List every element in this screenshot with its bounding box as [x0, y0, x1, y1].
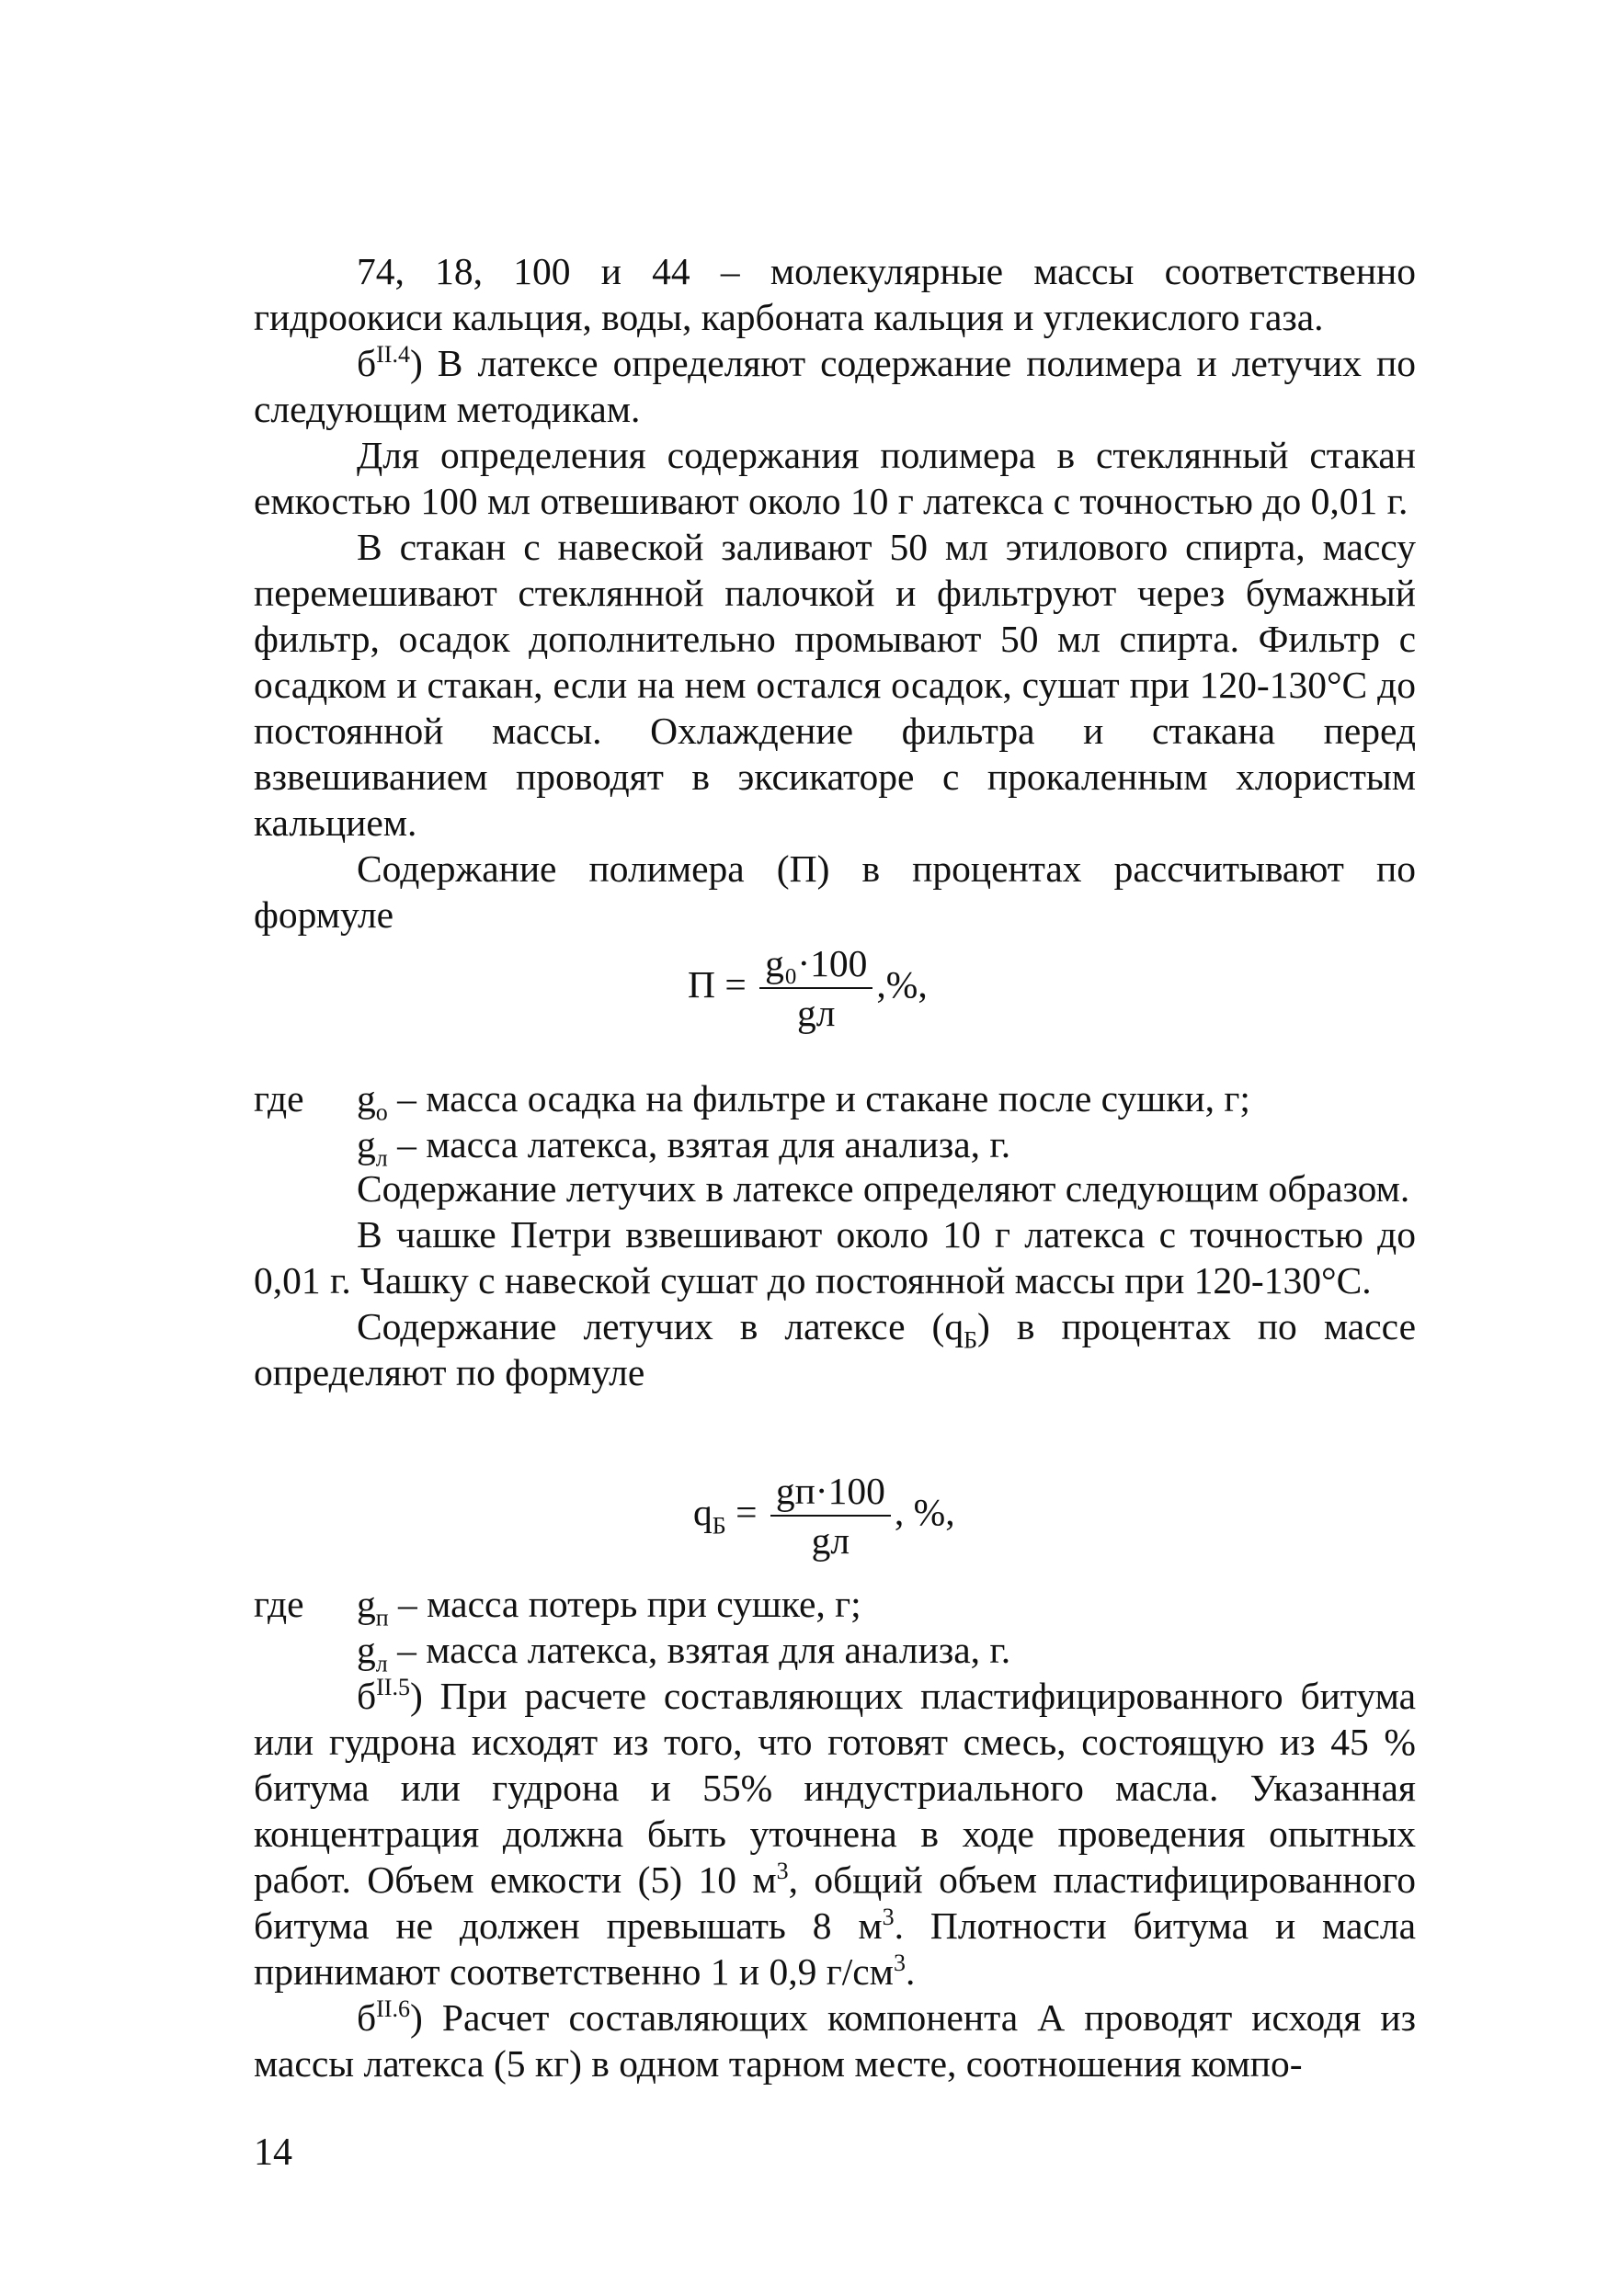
text-block-bottom [254, 1673, 1416, 2086]
paragraph-petri-dish: В чашке Петри взвешивают около 10 г латекса с точностью до 0,01 г. Чашку с навеской сушат до постоянной массы при 120-130°С. [254, 1213, 1416, 1301]
where-label-1: где [254, 1077, 304, 1120]
where2-line-gp: $g_п$ – масса потерь при сушке, г; [357, 1583, 861, 1631]
formula-volatiles-fraction: $\frac{gп\cdot 100}{gл}$ [770, 1472, 891, 1560]
text-block-middle [254, 1165, 1416, 1395]
paragraph-volatiles-formula-intro: Содержание летучих в латексе $(q_Б)$ в процентах по массе определяют по формуле [254, 1305, 1416, 1393]
formula-polymer: П = $\frac{\text{g₀·100}}{gл}$ ,%, [688, 942, 928, 1034]
paragraph-molecular-masses: 74, 18, 100 и 44 – молекулярные массы соответственно гидроокиси кальция, воды, карбоната кальция и углекислого газа. [254, 250, 1416, 338]
paragraph-6-ii-6: $б^{II.6}$) Расчет составляющих компонента А проводят исходя из массы латекса (5 кг) в одном тарном месте, соотношения компо- [254, 1995, 1416, 2085]
where1-line-gl: $g_л$ – масса латекса, взятая для анализа, г. [357, 1123, 1011, 1172]
paragraph-ethanol-procedure: В стакан с навеской заливают 50 мл этилового спирта, массу перемешивают стеклянной палочкой и фильтруют через бумажный фильтр, осадок дополнительно промывают 50 мл спирта. Фильтр с осадком и стакан, если на нем остался осадок, сушат при 120-130°С до постоянной массы. Охлаждение фильтра и стакана перед взвешиванием проводят в эксикаторе с прокаленным хлористым кальцием. [254, 526, 1416, 844]
where1-line-go: $g_o$ – масса осадка на фильтре и стакане после сушки, г; [357, 1077, 1250, 1126]
paragraph-polymer-formula-intro: Содержание полимера (П) в процентах рассчитывают по формуле [254, 847, 1416, 936]
formula-volatiles: $q_Б$ = $\frac{gп\cdot 100}{gл}$ , %, [693, 1470, 955, 1562]
where-label-2: где [254, 1583, 304, 1625]
text-block-top [254, 248, 1416, 938]
formula-polymer-fraction: $\frac{\text{g₀·100}}{gл}$ [759, 945, 872, 1032]
page-number: 14 [254, 2131, 292, 2174]
paragraph-6-ii-5: $б^{II.5}$) При расчете составляющих пластифицированного битума или гудрона исходят из того, что готовят смесь, состоящую из 45 % битума или гудрона и 55% индустриального масла. Указанная концентрация должна быть уточнена в ходе проведения опытных работ. Объем емкости (5) 10 $м^3$, общий объем пластифицированного битума не должен превышать 8 $м^3$. Плотности битума и масла принимают соответственно 1 и 0,9 $г/см^3$. [254, 1674, 1416, 1993]
where2-line-gl: $g_л$ – масса латекса, взятая для анализа, г. [357, 1629, 1011, 1677]
paragraph-6-ii-4: $б^{II.4}$) В латексе определяют содержание полимера и летучих по следующим методикам. [254, 341, 1416, 430]
paragraph-polymer-determination: Для определения содержания полимера в стеклянный стакан емкостью 100 мл отвешивают около 10 г латекса с точностью до 0,01 г. [254, 434, 1416, 522]
paragraph-volatiles-intro: Содержание летучих в латексе определяют следующим образом. [357, 1167, 1410, 1210]
